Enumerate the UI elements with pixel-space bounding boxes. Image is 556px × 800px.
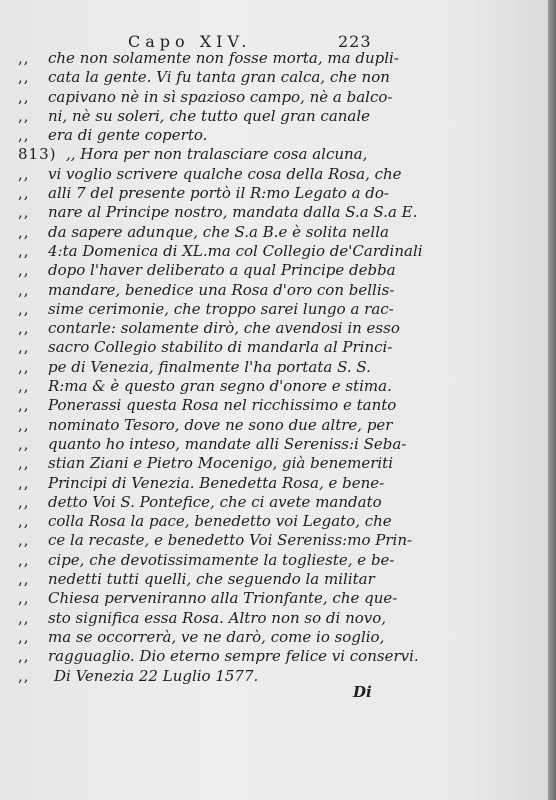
quote-mark: ,, [18, 261, 30, 280]
line-text: ni, nè su soleri, che tutto quel gran canale [48, 106, 371, 125]
line-text: stian Ziani e Pietro Mocenigo, già benemeriti [48, 454, 394, 473]
line-text: colla Rosa la pace, benedetto voi Legato, che [48, 512, 392, 531]
line-text: pe di Venezia, finalmente l'ha portata S. S. [48, 357, 371, 376]
line-text: Ponerassi questa Rosa nel ricchissimo e tanto [48, 396, 397, 415]
quote-mark: ,, [18, 184, 30, 203]
text-line [18, 49, 399, 68]
text-line [18, 280, 395, 300]
quote-mark: ,, [18, 338, 30, 357]
quote-mark: ,, [18, 241, 30, 260]
quote-mark: ,, [18, 319, 30, 338]
line-text: nare al Principe nostro, mandata dalla S.a S.a E. [48, 203, 418, 222]
quote-mark: ,, [18, 126, 30, 145]
line-text: ragguaglio. Dio eterno sempre felice vi conservi. [48, 647, 419, 666]
text-line [18, 454, 394, 473]
quote-mark: ,, [18, 454, 30, 473]
paragraph-number: 813) [18, 145, 57, 164]
quote-mark: ,, [18, 666, 30, 685]
quote-mark: ,, [18, 396, 30, 415]
text-line [18, 338, 393, 357]
catchword: Di [353, 683, 372, 701]
line-text: era di gente coperto. [48, 126, 208, 145]
line-text: Chiesa perveniranno alla Trionfante, che que- [48, 589, 398, 608]
quote-mark: ,, [18, 299, 30, 318]
quote-mark: ,, [18, 357, 30, 376]
quote-mark: ,, [18, 570, 30, 589]
line-text: alli 7 del presente portò il R:mo Legato a do- [48, 184, 390, 203]
line-text: sto significa essa Rosa. Altro non so di novo, [48, 608, 387, 627]
page-edge-shadow [548, 0, 556, 800]
text-line [18, 570, 378, 589]
quote-mark: ,, [18, 473, 30, 492]
text-line [18, 608, 387, 628]
quote-mark: ,, [18, 164, 30, 183]
text-line [18, 473, 385, 493]
dateline [18, 667, 378, 686]
quote-mark: ,, [18, 512, 30, 531]
quote-mark: ,, [18, 608, 30, 627]
text-line [18, 550, 395, 570]
body-text [18, 49, 423, 686]
line-text: cata la gente. Vi fu tanta gran calca, che non [48, 68, 390, 87]
text-line [18, 184, 390, 203]
line-text: ,, Hora per non tralasciare cosa alcuna, [66, 145, 368, 164]
line-text: contarle: solamente dirò, che avendosi in esso [48, 319, 400, 338]
line-text: Principi di Venezia. Benedetta Rosa, e bene- [48, 473, 385, 492]
chapter-heading: Capo XIV. [128, 32, 252, 51]
text-line [18, 222, 389, 242]
quote-mark: ,, [18, 415, 30, 434]
text-line [18, 377, 392, 396]
paragraph-start-line [18, 145, 378, 164]
page-number: 223 [338, 32, 372, 51]
text-line [18, 319, 400, 338]
line-text: ma se occorrerà, ve ne darò, come io soglio, [48, 627, 385, 646]
line-text: capivano nè in sì spazioso campo, nè a balco- [48, 87, 393, 106]
text-line [18, 531, 413, 550]
text-line [18, 627, 385, 647]
quote-mark: ,, [18, 87, 30, 106]
line-text: mandare, benedice una Rosa d'oro con bellis- [48, 280, 395, 299]
line-text: ce la recaste, e benedetto Voi Sereniss:mo Prin- [48, 531, 413, 550]
line-text: dopo l'haver deliberato a qual Principe debba [48, 261, 396, 280]
text-line [18, 87, 393, 107]
line-text: detto Voi S. Pontefice, che ci avete mandato [48, 492, 382, 511]
text-line [18, 434, 407, 454]
text-line [18, 396, 397, 415]
quote-mark: ,, [18, 492, 30, 511]
quote-mark: ,, [18, 106, 30, 125]
text-line [18, 107, 378, 126]
quote-mark: ,, [18, 589, 30, 608]
text-line [18, 261, 396, 280]
line-text: nominato Tesoro, dove ne sono due altre, per [48, 415, 393, 434]
text-line [18, 415, 393, 435]
quote-mark: ,, [18, 434, 30, 453]
text-line [18, 512, 392, 531]
text-line [18, 241, 423, 261]
text-line [18, 203, 418, 222]
text-line [18, 492, 382, 512]
line-text: da sapere adunque, che S.a B.e è solita nella [48, 222, 389, 241]
quote-mark: ,, [18, 377, 30, 396]
text-line [18, 358, 378, 377]
quote-mark: ,, [18, 627, 30, 646]
line-text: R:ma & è questo gran segno d'onore e stima. [48, 377, 392, 396]
text-line [18, 68, 390, 87]
quote-mark: ,, [18, 222, 30, 241]
line-text: nedetti tutti quelli, che seguendo la militar [48, 570, 375, 589]
quote-mark: ,, [18, 531, 30, 550]
quote-mark: ,, [18, 280, 30, 299]
quote-mark: ,, [18, 647, 30, 666]
quote-mark: ,, [18, 68, 30, 87]
text-line [18, 126, 378, 145]
text-line [18, 164, 402, 184]
text-line [18, 589, 398, 608]
line-text: quanto ho inteso, mandate alli Sereniss:i Seba- [48, 434, 407, 453]
line-text: cipe, che devotissimamente la toglieste, e be- [48, 550, 395, 569]
line-text: che non solamente non fosse morta, ma dupli- [48, 49, 399, 67]
text-line [18, 299, 394, 319]
line-text: Di Venezia 22 Luglio 1577. [54, 666, 259, 685]
line-text: sacro Collegio stabilito di mandarla al Princi- [48, 338, 393, 357]
text-line [18, 647, 419, 666]
quote-mark: ,, [18, 49, 30, 67]
line-text: sime cerimonie, che troppo sarei lungo a rac- [48, 299, 394, 318]
line-text: 4:ta Domenica di XL.ma col Collegio de'Cardinali [48, 241, 423, 260]
quote-mark: ,, [18, 203, 30, 222]
quote-mark: ,, [18, 550, 30, 569]
line-text: vi voglio scrivere qualche cosa della Rosa, che [48, 164, 402, 183]
